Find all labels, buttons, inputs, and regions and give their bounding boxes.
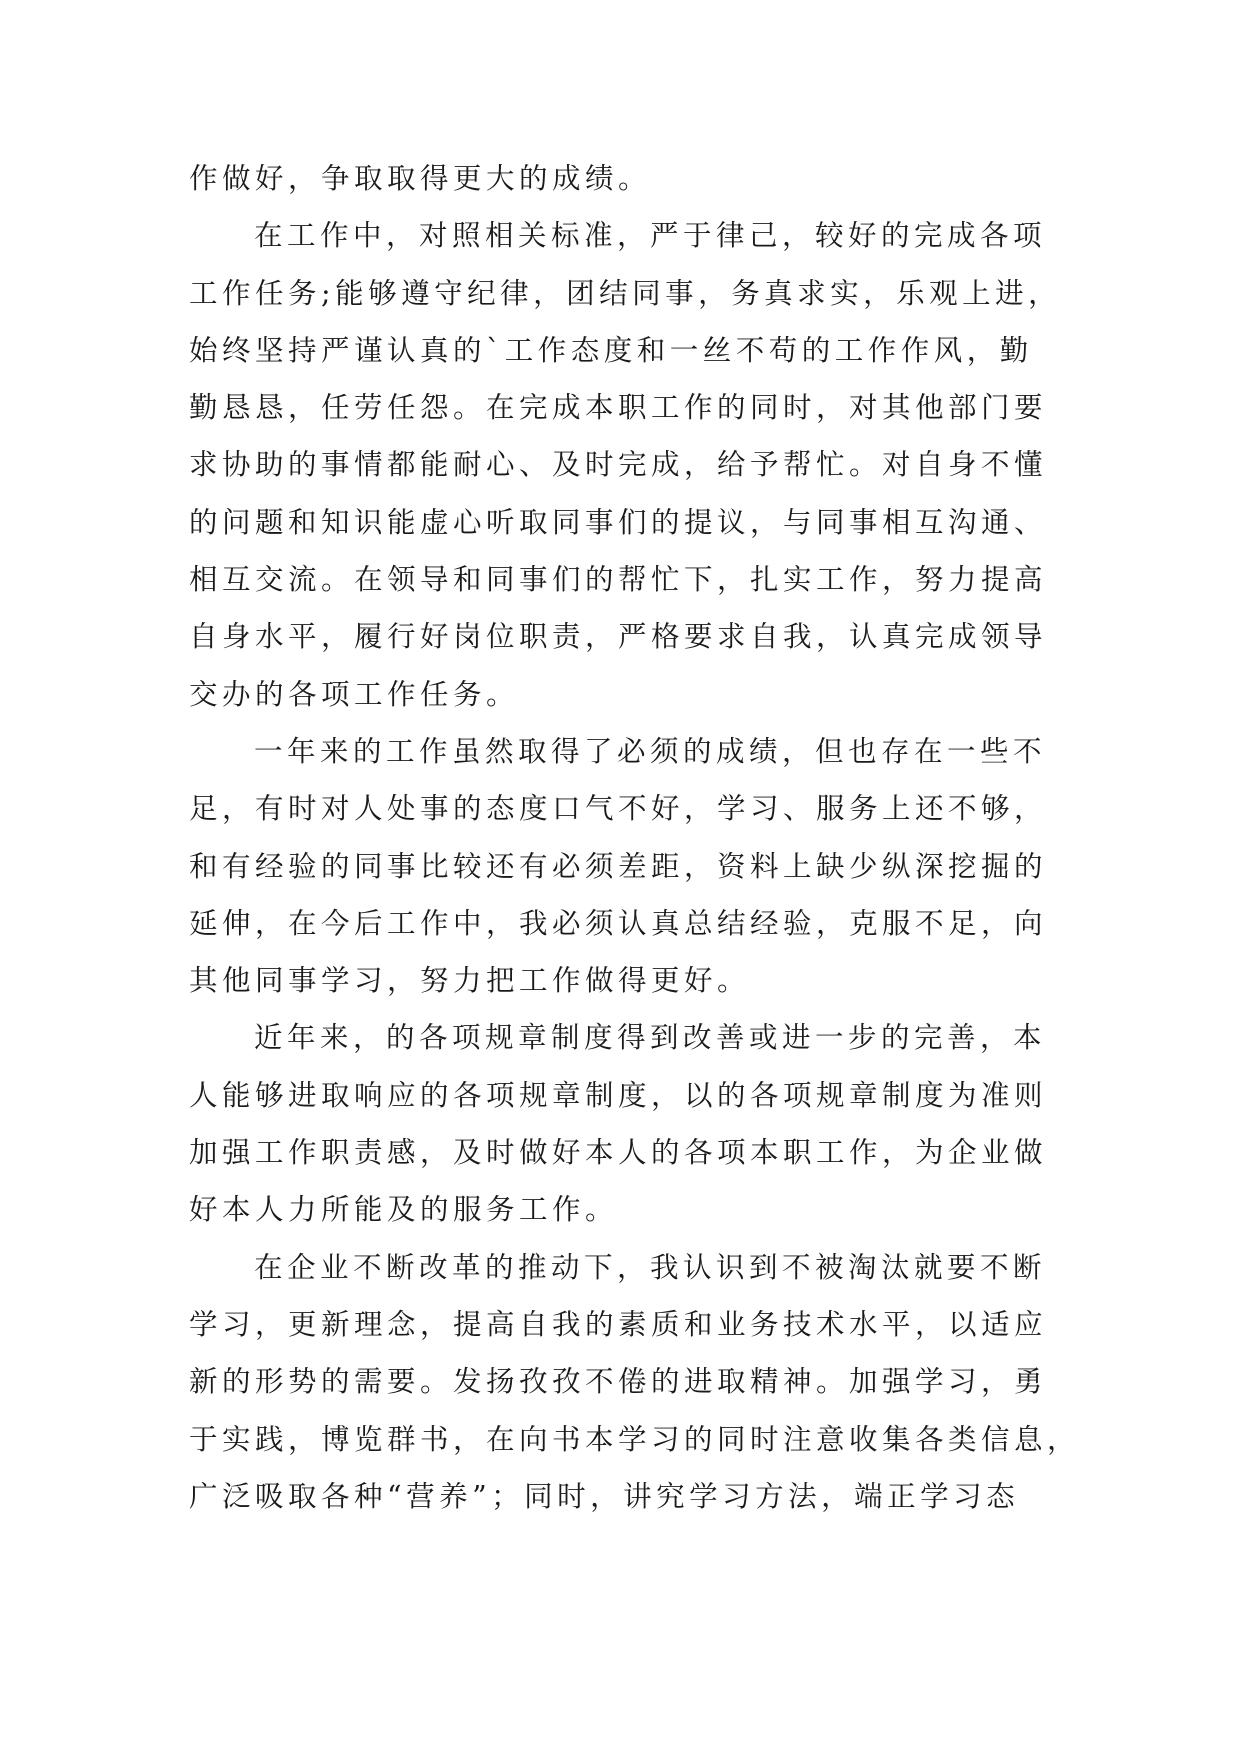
text-line: 勤恳恳，任劳任怨。在完成本职工作的同时，对其他部门要 xyxy=(189,391,1048,425)
text-line: 足，有时对人处事的态度口气不好，学习、服务上还不够， xyxy=(189,792,1048,826)
text-line: 其他同事学习，努力把工作做得更好。 xyxy=(189,964,751,998)
text-line: 新的形势的需要。发扬孜孜不倦的进取精神。加强学习，勇 xyxy=(189,1365,1048,1399)
text-line: 始终坚持严谨认真的`工作态度和一丝不苟的工作作风，勤 xyxy=(189,333,1033,367)
text-line: 交办的各项工作任务。 xyxy=(189,677,520,711)
text-line: 学习，更新理念，提高自我的素质和业务技术水平，以适应 xyxy=(189,1307,1048,1341)
text-line: 和有经验的同事比较还有必须差距，资料上缺少纵深挖掘的 xyxy=(189,849,1048,883)
text-line: 自身水平，履行好岗位职责，严格要求自我，认真完成领导 xyxy=(189,620,1048,654)
text-line: 求协助的事情都能耐心、及时完成，给予帮忙。对自身不懂 xyxy=(189,448,1048,482)
text-line: 好本人力所能及的服务工作。 xyxy=(189,1193,619,1227)
text-line: 延伸，在今后工作中，我必须认真总结经验，克服不足，向 xyxy=(189,906,1048,940)
text-line: 广泛吸取各种“营养”；同时，讲究学习方法，端正学习态 xyxy=(189,1479,1020,1513)
text-line: 工作任务;能够遵守纪律，团结同事，务真求实，乐观上进， xyxy=(189,276,1062,310)
text-line: 加强工作职责感，及时做好本人的各项本职工作，为企业做 xyxy=(189,1136,1048,1170)
text-line: 在企业不断改革的推动下，我认识到不被淘汰就要不断 xyxy=(254,1250,1047,1284)
text-line: 相互交流。在领导和同事们的帮忙下，扎实工作，努力提高 xyxy=(189,563,1048,597)
text-line: 于实践，博览群书，在向书本学习的同时注意收集各类信息， xyxy=(189,1422,1081,1456)
text-line: 一年来的工作虽然取得了必须的成绩，但也存在一些不 xyxy=(254,734,1047,768)
text-line: 近年来，的各项规章制度得到改善或进一步的完善，本 xyxy=(254,1021,1047,1055)
document-body xyxy=(189,150,1089,1525)
text-line: 人能够进取响应的各项规章制度，以的各项规章制度为准则 xyxy=(189,1078,1048,1112)
text-line: 作做好，争取取得更大的成绩。 xyxy=(189,162,652,195)
text-line: 的问题和知识能虚心听取同事们的提议，与同事相互沟通、 xyxy=(189,505,1048,539)
text-line: 在工作中，对照相关标准，严于律己，较好的完成各项 xyxy=(254,219,1047,253)
